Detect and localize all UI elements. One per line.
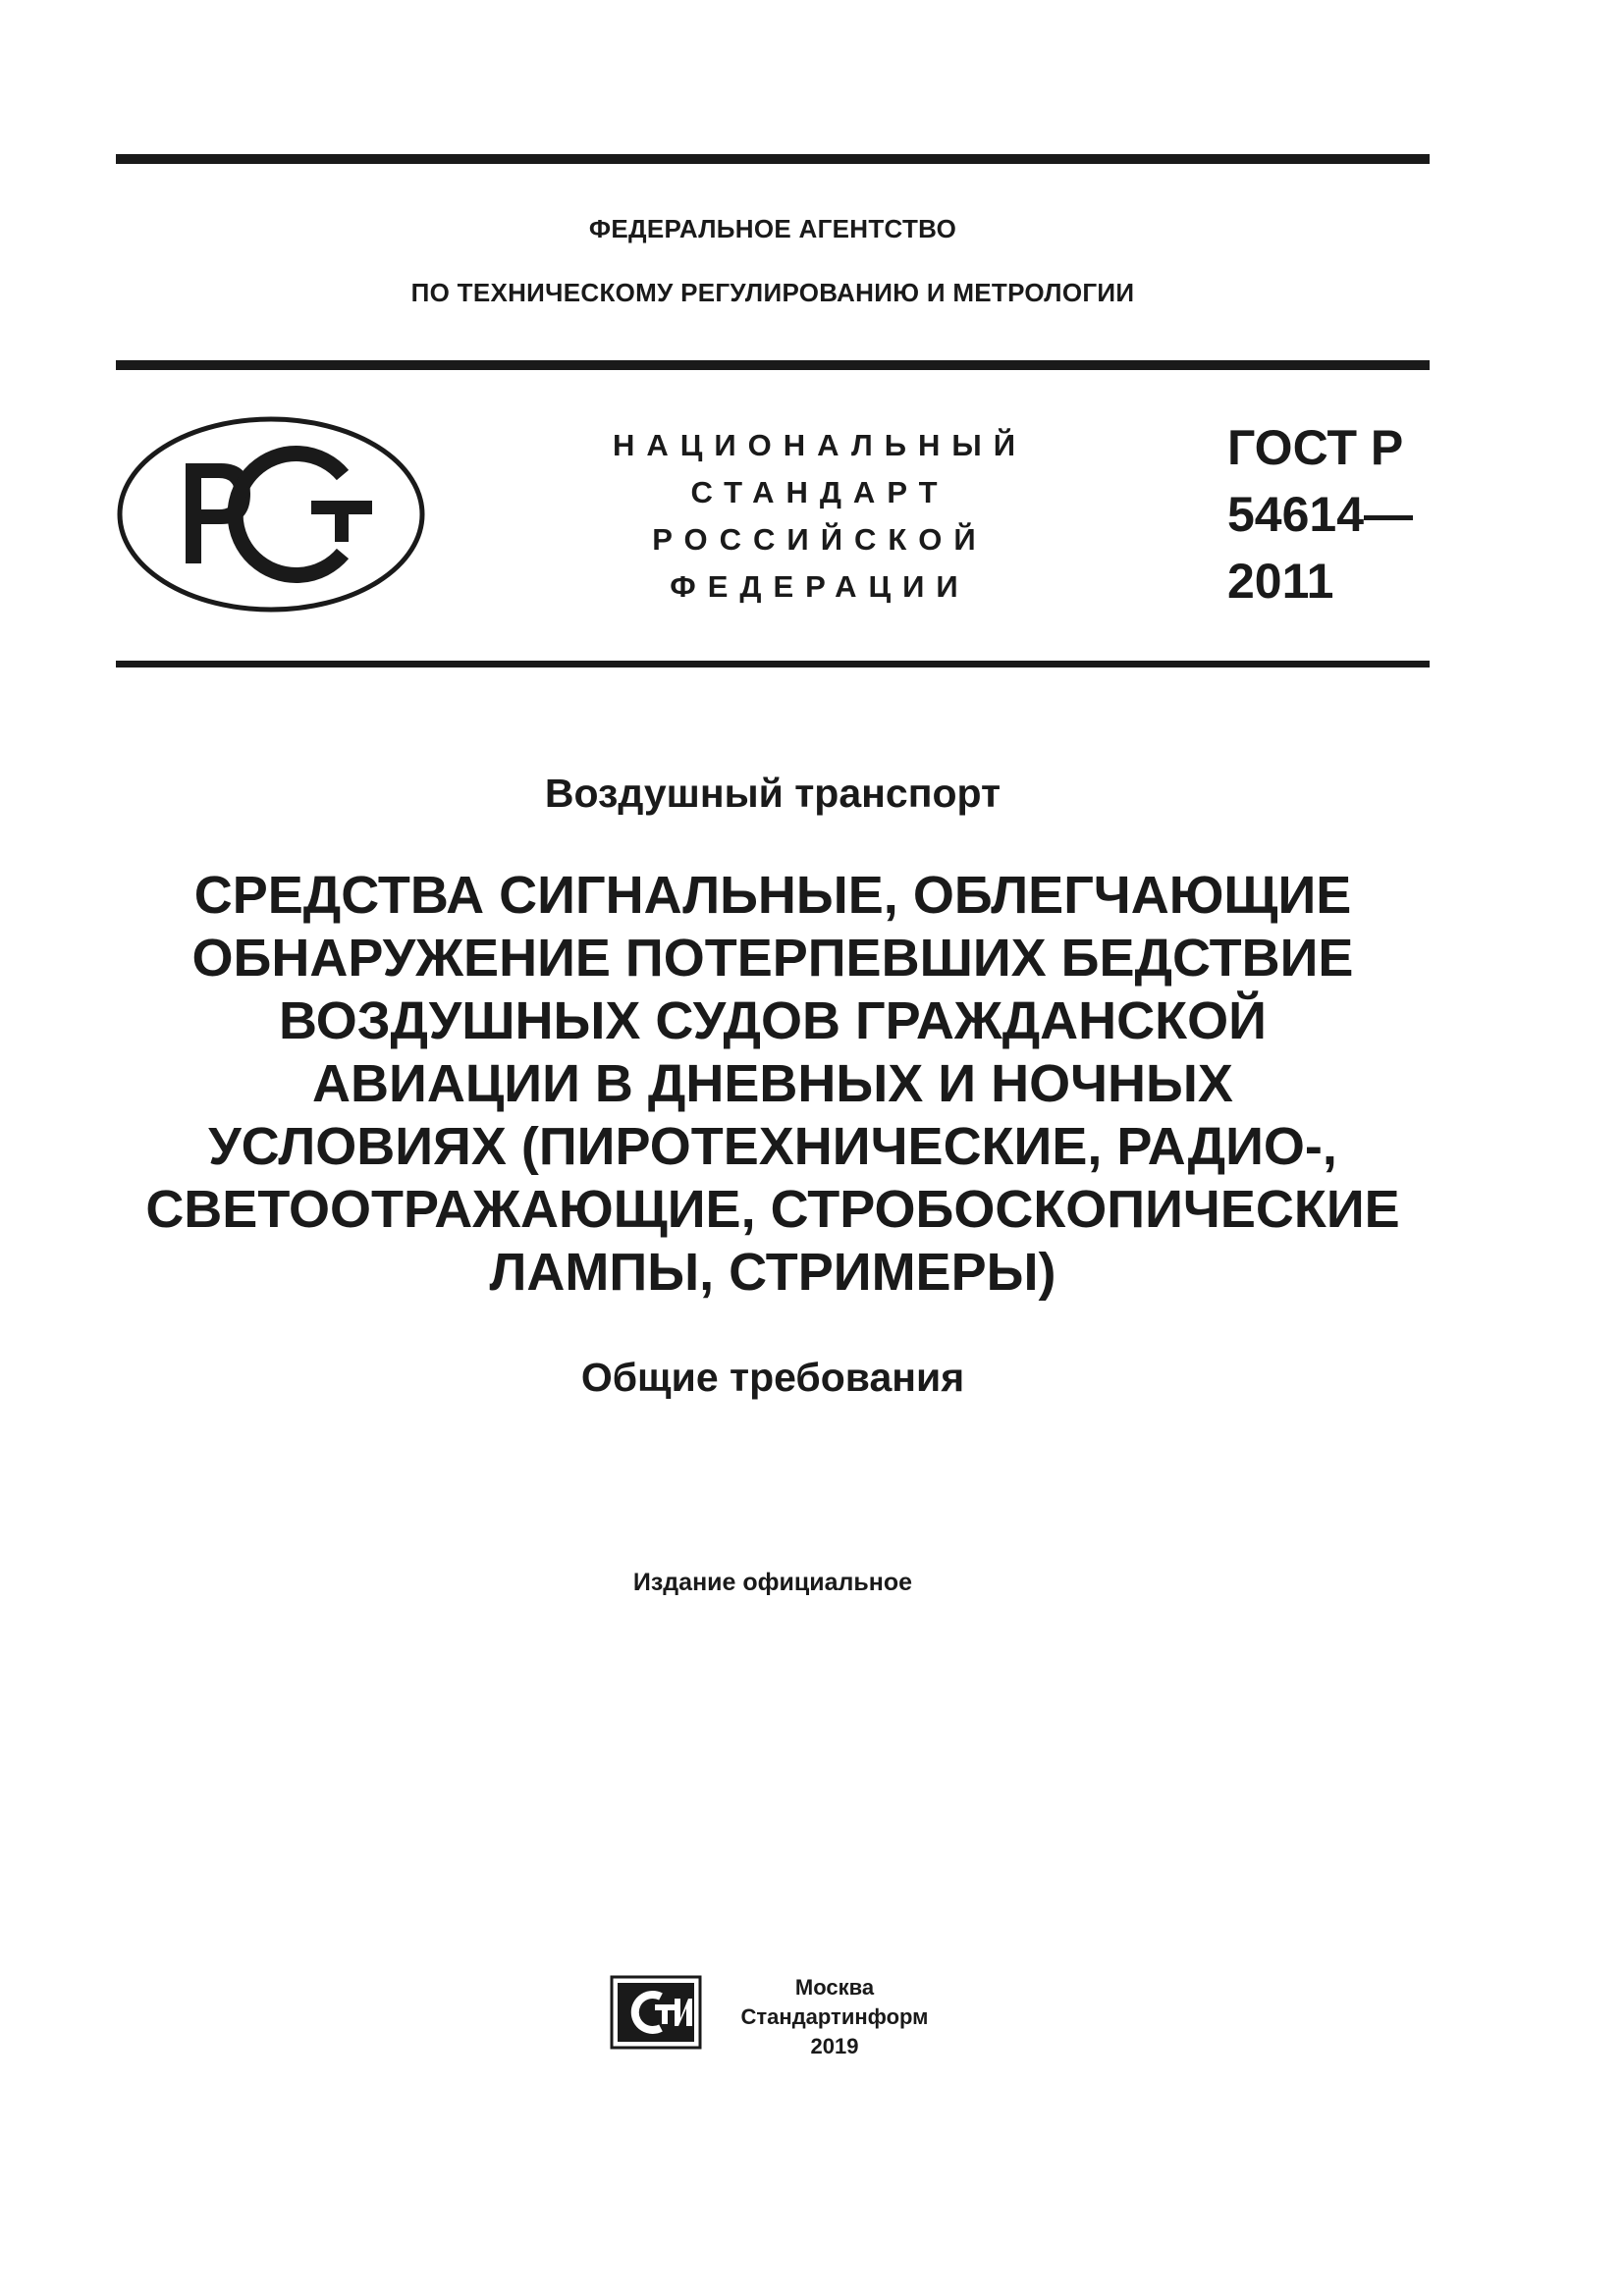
national-standard-line: НАЦИОНАЛЬНЫЙ: [612, 428, 1028, 462]
document-title: [79, 864, 1467, 1304]
title-line: АВИАЦИИ В ДНЕВНЫХ И НОЧНЫХ: [312, 1054, 1233, 1113]
standartinform-logo-icon: [610, 1975, 702, 2050]
title-line: ВОЗДУШНЫХ СУДОВ ГРАЖДАНСКОЙ: [279, 991, 1267, 1050]
national-standard-line: ФЕДЕРАЦИИ: [670, 569, 970, 604]
standard-number-line: 2011: [1227, 554, 1334, 609]
national-standard-line: РОССИЙСКОЙ: [652, 522, 988, 557]
title-line: УСЛОВИЯХ (ПИРОТЕХНИЧЕСКИЕ, РАДИО-,: [208, 1117, 1337, 1176]
title-line: ОБНАРУЖЕНИЕ ПОТЕРПЕВШИХ БЕДСТВИЕ: [191, 929, 1354, 988]
rst-certification-mark-icon: [115, 414, 427, 614]
subject-heading: Воздушный транспорт: [544, 771, 1001, 816]
national-standard-label: [599, 422, 1041, 611]
publisher-name: Стандартинформ: [740, 2004, 929, 2029]
standard-number: [1227, 414, 1413, 614]
publication-year: 2019: [810, 2034, 859, 2058]
header-rule: [116, 360, 1430, 370]
agency-name-line1: ФЕДЕРАЛЬНОЕ АГЕНТСТВО: [588, 214, 957, 243]
title-line: СВЕТООТРАЖАЮЩИЕ, СТРОБОСКОПИЧЕСКИЕ: [145, 1180, 1400, 1239]
edition-label: Издание официальное: [632, 1569, 913, 1596]
publisher-imprint: [717, 1973, 952, 2061]
publisher-city: Москва: [794, 1975, 875, 2000]
agency-name-line2: ПО ТЕХНИЧЕСКОМУ РЕГУЛИРОВАНИЮ И МЕТРОЛОГИИ: [410, 278, 1135, 307]
standard-number-line: 54614—: [1227, 487, 1414, 542]
title-line: ЛАМПЫ, СТРИМЕРЫ): [489, 1243, 1056, 1302]
document-subtitle: Общие требования: [580, 1355, 965, 1400]
top-rule: [116, 154, 1430, 164]
national-standard-line: СТАНДАРТ: [690, 475, 949, 509]
title-line: СРЕДСТВА СИГНАЛЬНЫЕ, ОБЛЕГЧАЮЩИЕ: [193, 866, 1352, 925]
section-rule: [116, 661, 1430, 667]
standard-number-line: ГОСТ Р: [1227, 420, 1404, 475]
